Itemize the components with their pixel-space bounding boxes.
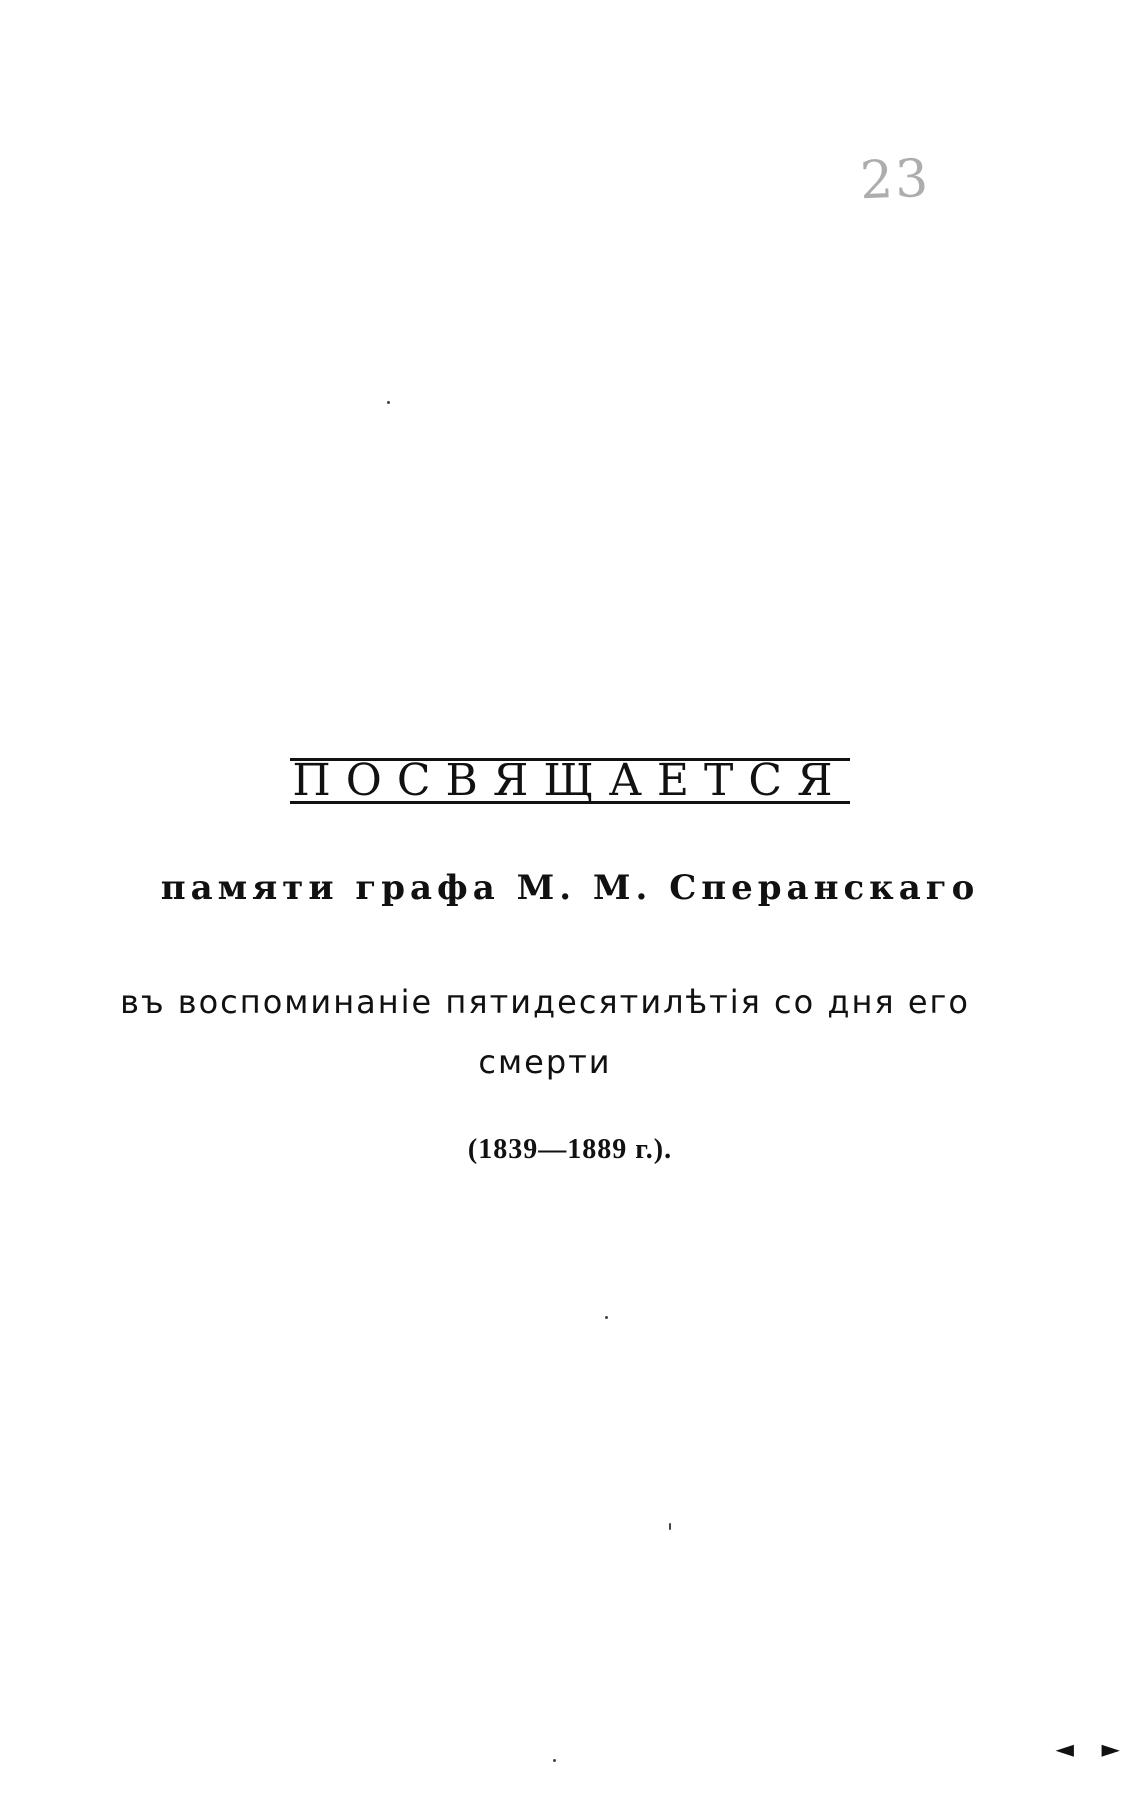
- remembrance-line: въ воспоминаніе пятидесятилѣтія со дня его смерти: [120, 983, 970, 1081]
- page-speck: [387, 401, 390, 404]
- dates-line: (1839—1889 г.).: [467, 1134, 673, 1165]
- page-speck: [553, 1759, 556, 1762]
- margin-marks: ◄ ►: [1055, 1735, 1130, 1763]
- dedication-title: [0, 755, 1140, 806]
- dedication-title-text: ПОСВЯЩАЕТСЯ: [292, 755, 848, 806]
- page-speck: [669, 1523, 671, 1530]
- memory-line: памяти графа М. М. Сперанскаго: [160, 868, 980, 908]
- handwritten-page-number: 23: [858, 148, 932, 212]
- page-speck: [605, 1316, 608, 1319]
